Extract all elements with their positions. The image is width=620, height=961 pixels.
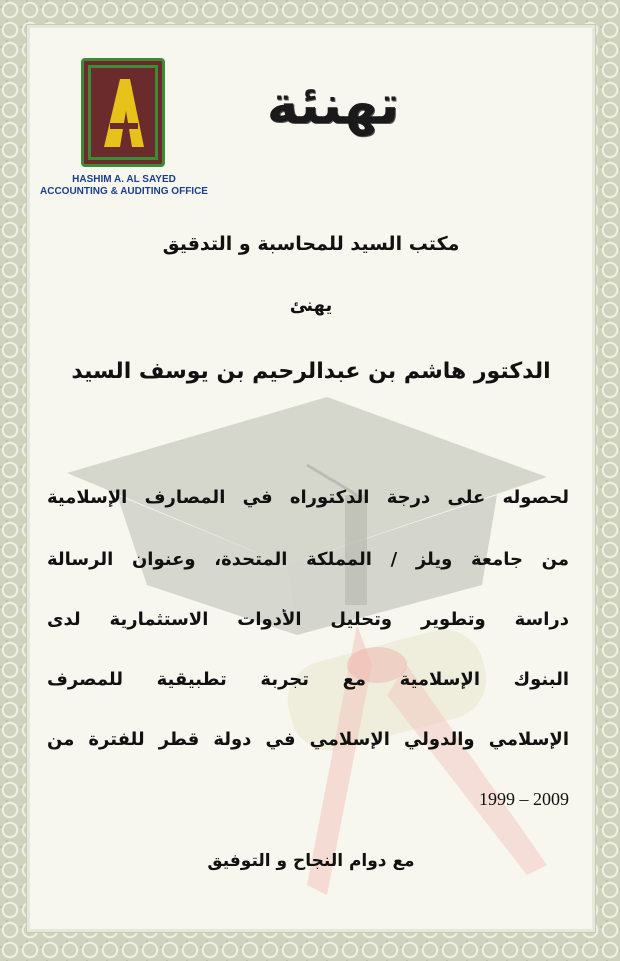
logo-caption (35, 174, 213, 198)
company-logo (81, 58, 165, 167)
page-title: تهنئة (266, 73, 400, 136)
body-line-4: البنوك الإسلامية مع تجربة تطبيقية للمصرف (47, 669, 569, 690)
body-line-5: الإسلامي والدولي الإسلامي في دولة قطر للفترة من (47, 729, 569, 750)
logo-figure-icon (84, 61, 162, 164)
logo-name-line1: HASHIM A. AL SAYED (72, 174, 176, 185)
years-range: 1999 – 2009 (479, 789, 569, 809)
company-name: مكتب السيد للمحاسبة و التدقيق (162, 233, 460, 255)
body-line-2: من جامعة ويلز / المملكة المتحدة، وعنوان الرسالة (47, 549, 569, 570)
certificate-panel (26, 24, 596, 933)
honoree-name: الدكتور هاشم بن عبدالرحيم بن يوسف السيد (71, 359, 551, 384)
body-line-1: لحصوله على درجة الدكتوراه في المصارف الإسلامية (47, 487, 569, 508)
closing-wish: مع دوام النجاح و التوفيق (207, 851, 415, 871)
body-line-3: دراسة وتطوير وتحليل الأدوات الاستثمارية لدى (47, 609, 569, 630)
congratulates-text: يهنئ (289, 295, 333, 316)
logo-name-line2: ACCOUNTING & AUDITING OFFICE (40, 186, 208, 197)
